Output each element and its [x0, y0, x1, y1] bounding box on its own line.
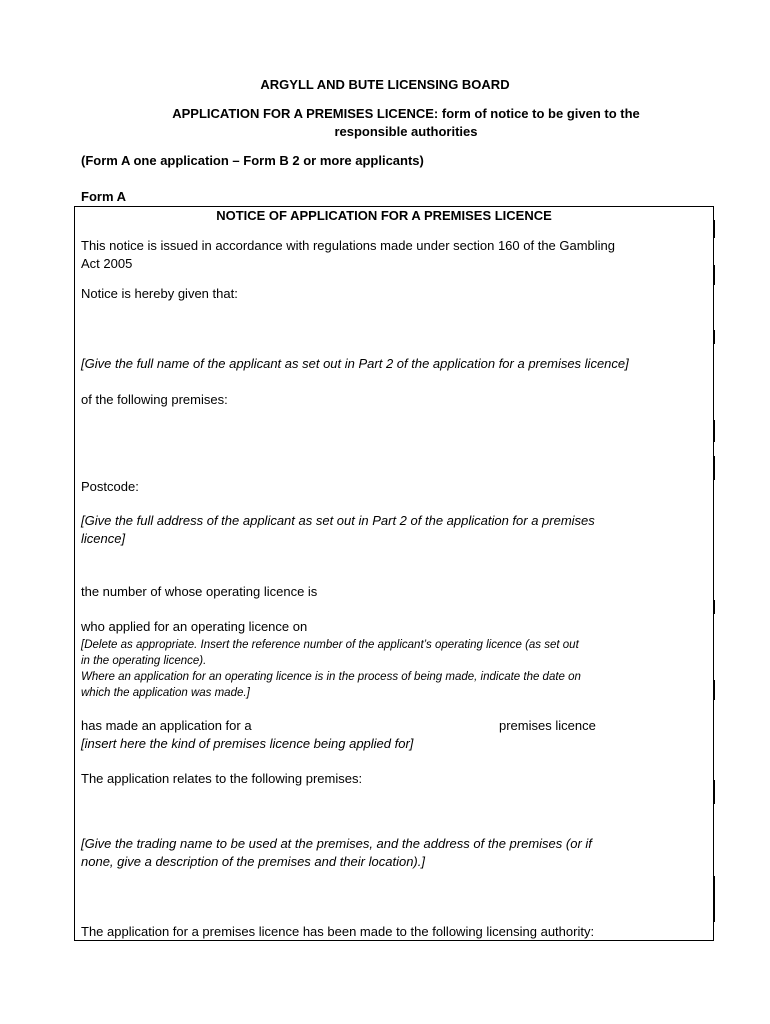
address-instruction-line1: [Give the full address of the applicant as set out in Part 2 of the application for a premises	[81, 513, 595, 528]
authority-line: The application for a premises licence has been made to the following licensing authority:	[81, 924, 595, 939]
notice-frame	[74, 206, 714, 940]
form-title-line2: responsible authorities	[334, 124, 478, 139]
trading-instruction-line2: none, give a description of the premises and their location).]	[81, 854, 425, 869]
border-tick	[713, 600, 715, 614]
trading-instruction-line1: [Give the trading name to be used at the premises, and the address of the premises (or if	[81, 836, 592, 851]
delete-instruction-line3: Where an application for an operating licence is in the process of being made, indicate the date on	[81, 671, 581, 683]
border-tick	[713, 456, 715, 480]
name-instruction: [Give the full name of the applicant as set out in Part 2 of the application for a premises licence]	[81, 356, 629, 371]
form-label: Form A	[81, 189, 127, 204]
relates-to-label: The application relates to the following premises:	[81, 771, 363, 786]
notice-heading: NOTICE OF APPLICATION FOR A PREMISES LICENCE	[216, 208, 552, 223]
forms-note: (Form A one application – Form B 2 or more applicants)	[81, 153, 424, 168]
border-tick	[713, 330, 715, 344]
premises-of: of the following premises:	[81, 392, 228, 407]
made-application-label: has made an application for a	[81, 718, 252, 733]
border-tick	[713, 220, 715, 238]
operating-licence-label: the number of whose operating licence is	[81, 584, 318, 599]
delete-instruction-line2: in the operating licence).	[81, 655, 207, 667]
border-tick	[713, 420, 715, 442]
address-instruction-line2: licence]	[81, 531, 126, 546]
border-tick	[713, 876, 715, 922]
board-title: ARGYLL AND BUTE LICENSING BOARD	[260, 77, 510, 92]
border-tick	[713, 680, 715, 700]
given-that: Notice is hereby given that:	[81, 286, 238, 301]
premises-licence-label: premises licence	[499, 718, 596, 733]
postcode-label: Postcode:	[81, 479, 139, 494]
border-tick	[713, 265, 715, 285]
delete-instruction-line4: which the application was made.]	[81, 687, 250, 699]
kind-instruction: [insert here the kind of premises licence being applied for]	[81, 736, 414, 751]
border-tick	[713, 780, 715, 804]
regulations-line1: This notice is issued in accordance with regulations made under section 160 of the Gambling	[81, 238, 616, 253]
delete-instruction-line1: [Delete as appropriate. Insert the reference number of the applicant’s operating licence (as set out	[81, 639, 579, 651]
form-title-line1: APPLICATION FOR A PREMISES LICENCE: form of notice to be given to the	[172, 106, 640, 121]
applied-on-label: who applied for an operating licence on	[81, 619, 308, 634]
regulations-line2: Act 2005	[81, 256, 133, 271]
